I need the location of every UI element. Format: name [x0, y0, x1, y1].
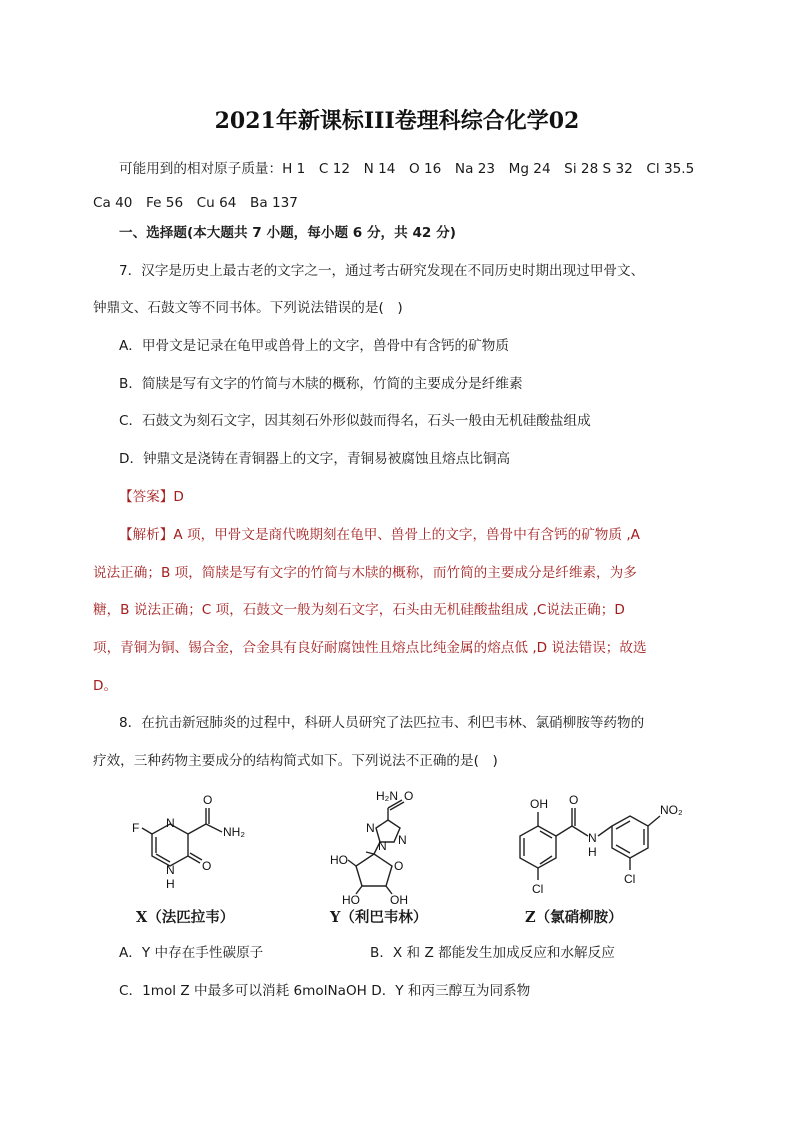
q7-analysis-line-5: D。: [93, 678, 118, 694]
q7-option-b: B．简牍是写有文字的竹简与木牍的概称，竹简的主要成分是纤维素: [119, 376, 523, 392]
structure-y-label: Y（利巴韦林）: [330, 909, 428, 926]
z-atom-no2: NO₂: [660, 803, 683, 817]
z-atom-cl1: Cl: [624, 872, 636, 886]
y-atom-n3: N: [378, 839, 387, 853]
x-pyrazine-ring: [152, 824, 188, 866]
q8-stem-line-1: 8．在抗击新冠肺炎的过程中，科研人员研究了法匹拉韦、利巴韦林、氯硝柳胺等药物的: [119, 715, 645, 731]
x-atom-n2: N: [166, 863, 175, 877]
z-atom-h: H: [588, 845, 597, 859]
q8-option-d: D．Y 和丙三醇互为同系物: [371, 983, 531, 999]
y-atom-n2: N: [398, 833, 407, 847]
structure-z-label: Z（氯硝柳胺）: [525, 909, 623, 926]
structure-x-label: X（法匹拉韦）: [136, 909, 235, 926]
z-atom-o: O: [569, 793, 579, 807]
answer-tag: 【答案】: [119, 489, 174, 505]
q8-option-b: B．X 和 Z 都能发生加成反应和水解反应: [370, 945, 615, 961]
y-atom-h2n: H₂N: [376, 789, 398, 803]
q7-analysis-line-2: 说法正确；B 项，简牍是写有文字的竹简与木牍的概称，而竹简的主要成分是纤维素，为多: [93, 565, 637, 581]
q7-analysis-line-4: 项，青铜为铜、锡合金，合金具有良好耐腐蚀性且熔点比纯金属的熔点低 ,D 说法错误；故选: [93, 640, 647, 656]
z-atom-oh: OH: [530, 797, 548, 811]
y-atom-o2: O: [394, 859, 404, 873]
y-atom-n1: N: [366, 821, 375, 835]
analysis-text-1: A 项，甲骨文是商代晚期刻在龟甲、兽骨上的文字，兽骨中有含钙的矿物质 ,A: [173, 527, 640, 543]
structure-z-niclosamide: [500, 786, 700, 901]
q7-analysis-line-1: [119, 526, 640, 544]
x-atom-n1: N: [166, 816, 175, 830]
z-atom-cl2: Cl: [532, 882, 544, 896]
q7-stem-line-1: 7．汉字是历史上最古老的文字之一，通过考古研究发现在不同历史时期出现过甲骨文、: [119, 263, 645, 279]
x-atom-o1: O: [203, 793, 213, 807]
q8-option-c-d: [119, 982, 530, 1000]
structure-x-favipiravir: [120, 790, 270, 900]
q7-option-c: C．石鼓文为刻石文字，因其刻石外形似鼓而得名，石头一般由无机硅酸盐组成: [119, 413, 591, 429]
z-ring-right: [612, 816, 648, 858]
y-atom-ho2: HO: [342, 893, 360, 906]
q8-stem-line-2: 疗效，三种药物主要成分的结构简式如下。下列说法不正确的是( ): [93, 753, 498, 769]
y-atom-oh: OH: [390, 893, 408, 906]
section-heading: 一、选择题(本大题共 7 小题，每小题 6 分，共 42 分): [119, 225, 456, 241]
structure-y-ribavirin: [320, 786, 430, 906]
x-atom-f: F: [132, 821, 140, 835]
z-ring-left: [520, 826, 556, 868]
q7-answer: [119, 488, 184, 506]
q8-option-c: C．1mol Z 中最多可以消耗 6molNaOH: [119, 983, 367, 999]
y-atom-o1: O: [404, 789, 414, 803]
y-atom-ho1: HO: [330, 853, 348, 867]
q7-option-d: D．钟鼎文是浇铸在青铜器上的文字，青铜易被腐蚀且熔点比铜高: [119, 451, 511, 467]
y-ribose-ring: [356, 854, 392, 886]
q7-analysis-line-3: 糖，B 说法正确；C 项，石鼓文一般为刻石文字，石头由无机硅酸盐组成 ,C说法正确；D: [93, 602, 625, 618]
answer-value: D: [173, 489, 184, 505]
x-atom-o2: O: [202, 859, 212, 873]
q7-option-a: A．甲骨文是记录在龟甲或兽骨上的文字，兽骨中有含钙的矿物质: [119, 338, 509, 354]
x-atom-nh2: NH₂: [223, 825, 245, 839]
q8-option-a: A．Y 中存在手性碳原子: [119, 945, 264, 961]
z-atom-n: N: [588, 831, 597, 845]
atomic-mass-line-1: 可能用到的相对原子质量：H 1 C 12 N 14 O 16 Na 23 Mg 24 Si 28 S 32 Cl 35.5: [119, 161, 695, 177]
q7-stem-line-2: 钟鼎文、石鼓文等不同书体。下列说法错误的是( ): [93, 300, 403, 316]
atomic-mass-line-2: Ca 40 Fe 56 Cu 64 Ba 137: [93, 195, 298, 211]
page-title: 2021年新课标III卷理科综合化学02: [214, 108, 580, 134]
x-atom-h: H: [166, 877, 175, 891]
analysis-tag: 【解析】: [119, 527, 174, 543]
